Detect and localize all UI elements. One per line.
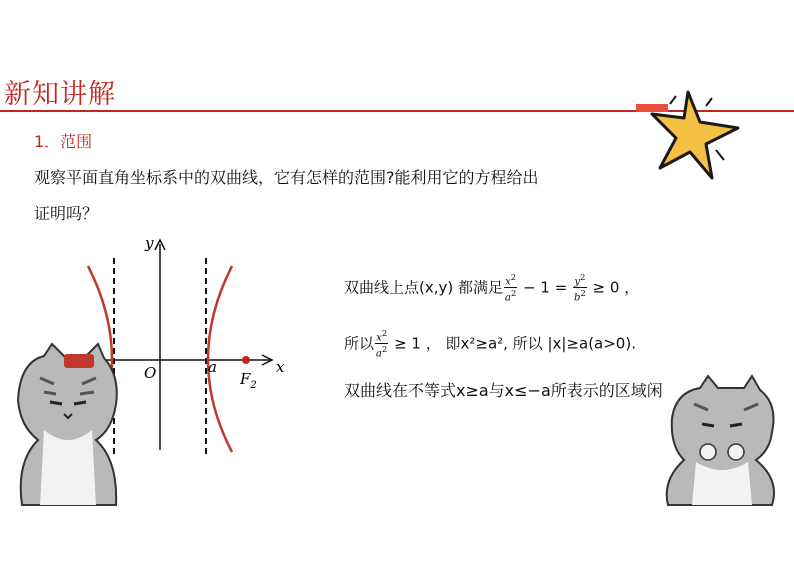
fraction-y2-b2: $\frac{y^2}{b^2}$ <box>574 272 586 304</box>
focus-point <box>242 356 250 364</box>
left-cat-image <box>18 344 117 505</box>
page-title: 新知讲解 <box>4 79 116 110</box>
origin-label: O <box>144 364 157 382</box>
explanation-line-3: 双曲线在不等式x≥a与x≤−a所表示的区域闲 <box>344 381 663 400</box>
fraction-x2-a2-second: $\frac{x^2}{a^2}$ <box>376 328 388 360</box>
section-heading: 1．范围 <box>34 132 93 151</box>
explanation-line-1: 双曲线上点(x,y) 都满足 $\frac{x^2}{a^2}$ − 1 = $\frac{y^2}{b^2}$ ≥ 0 ， <box>344 272 640 304</box>
right-cat-image <box>667 376 774 505</box>
explanation-line-2: 所以 $\frac{x^2}{a^2}$ ≥ 1 ， 即x²≥a², 所以 |x|≥a(a>0). <box>344 328 636 360</box>
y-axis-label: y <box>145 234 154 252</box>
question-line-2: 证明吗？ <box>34 204 99 223</box>
x-axis-label: x <box>276 358 285 376</box>
red-tab-decoration <box>636 104 668 112</box>
vertex-label: a <box>208 358 217 376</box>
question-line-1: 观察平面直角坐标系中的双曲线，它有怎样的范围?能利用它的方程给出 <box>34 168 539 187</box>
fraction-x2-a2: $\frac{x^2}{a^2}$ <box>505 272 517 304</box>
focus-label: $F_2$ <box>240 370 257 391</box>
